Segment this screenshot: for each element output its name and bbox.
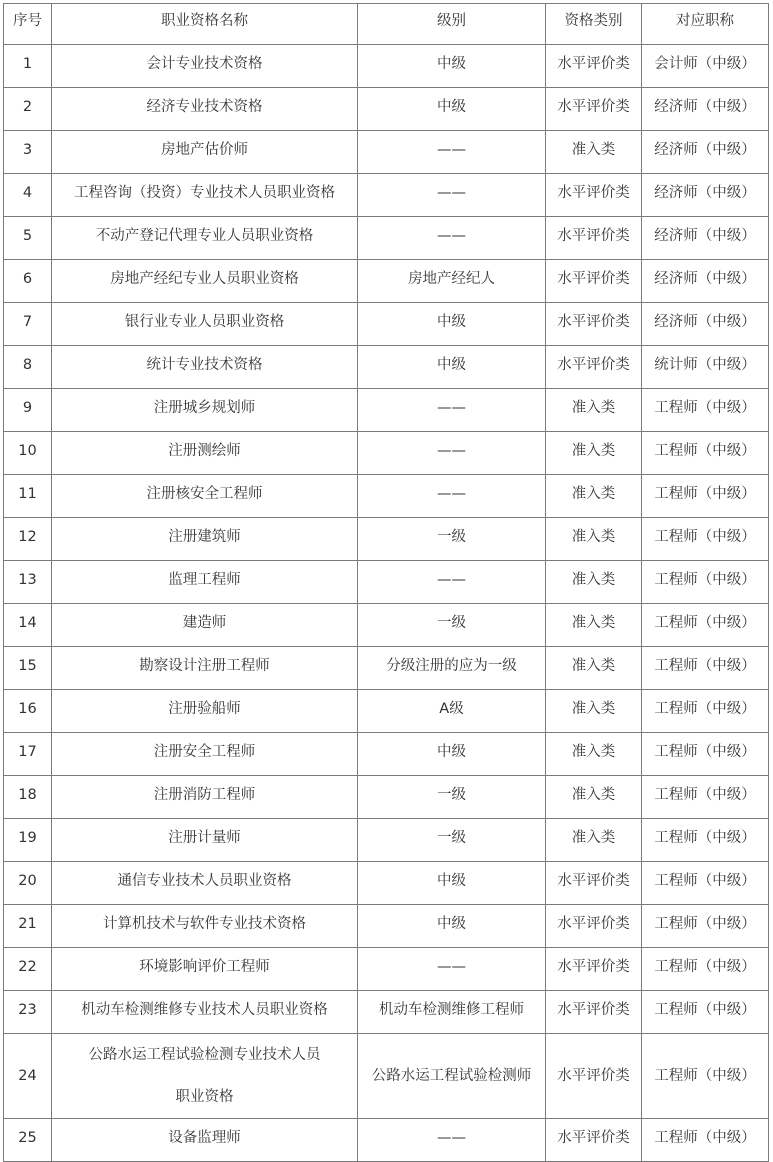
table-row [4, 991, 769, 1034]
row-name: 环境影响评价工程师 [52, 948, 358, 991]
table-row [4, 346, 769, 389]
row-no: 23 [4, 991, 52, 1034]
table-row [4, 862, 769, 905]
row-title: 经济师（中级） [642, 131, 769, 174]
row-level: 一级 [358, 776, 546, 819]
row-name [52, 1034, 358, 1119]
row-name: 工程咨询（投资）专业技术人员职业资格 [52, 174, 358, 217]
row-type: 水平评价类 [546, 45, 642, 88]
table-row [4, 475, 769, 518]
row-name: 建造师 [52, 604, 358, 647]
row-type: 水平评价类 [546, 260, 642, 303]
row-type: 准入类 [546, 131, 642, 174]
row-type: 水平评价类 [546, 862, 642, 905]
row-level: 机动车检测维修工程师 [358, 991, 546, 1034]
row-name: 注册计量师 [52, 819, 358, 862]
row-type: 准入类 [546, 604, 642, 647]
table-row [4, 45, 769, 88]
row-title: 工程师（中级） [642, 948, 769, 991]
row-name: 房地产估价师 [52, 131, 358, 174]
row-name: 注册验船师 [52, 690, 358, 733]
row-name: 注册建筑师 [52, 518, 358, 561]
row-title: 经济师（中级） [642, 174, 769, 217]
row-name: 设备监理师 [52, 1119, 358, 1162]
row-level: 中级 [358, 45, 546, 88]
row-level: —— [358, 432, 546, 475]
row-level: 中级 [358, 346, 546, 389]
row-type: 水平评价类 [546, 303, 642, 346]
row-name: 监理工程师 [52, 561, 358, 604]
row-no: 7 [4, 303, 52, 346]
row-title: 经济师（中级） [642, 303, 769, 346]
table-row [4, 174, 769, 217]
row-title: 工程师（中级） [642, 1034, 769, 1119]
table-row [4, 389, 769, 432]
row-title: 工程师（中级） [642, 862, 769, 905]
row-type: 准入类 [546, 389, 642, 432]
row-level: —— [358, 389, 546, 432]
row-name: 经济专业技术资格 [52, 88, 358, 131]
row-type: 水平评价类 [546, 217, 642, 260]
header-type: 资格类别 [546, 4, 642, 45]
row-name: 机动车检测维修专业技术人员职业资格 [52, 991, 358, 1034]
table-row [4, 88, 769, 131]
table-row [4, 948, 769, 991]
row-no: 20 [4, 862, 52, 905]
row-type: 准入类 [546, 518, 642, 561]
table-row [4, 647, 769, 690]
row-name: 注册安全工程师 [52, 733, 358, 776]
row-type: 水平评价类 [546, 174, 642, 217]
row-name-line1: 公路水运工程试验检测专业技术人员 [88, 1047, 321, 1063]
row-title: 统计师（中级） [642, 346, 769, 389]
row-no: 2 [4, 88, 52, 131]
row-title: 工程师（中级） [642, 561, 769, 604]
row-no: 24 [4, 1034, 52, 1119]
row-level: —— [358, 217, 546, 260]
row-title: 工程师（中级） [642, 733, 769, 776]
row-name: 计算机技术与软件专业技术资格 [52, 905, 358, 948]
row-no: 16 [4, 690, 52, 733]
row-level: —— [358, 561, 546, 604]
row-level: 一级 [358, 604, 546, 647]
row-level: —— [358, 948, 546, 991]
row-type: 准入类 [546, 647, 642, 690]
row-no: 11 [4, 475, 52, 518]
row-type: 准入类 [546, 776, 642, 819]
row-no: 21 [4, 905, 52, 948]
row-type: 水平评价类 [546, 991, 642, 1034]
row-level: 中级 [358, 905, 546, 948]
header-level: 级别 [358, 4, 546, 45]
row-no: 1 [4, 45, 52, 88]
row-name: 通信专业技术人员职业资格 [52, 862, 358, 905]
row-type: 水平评价类 [546, 948, 642, 991]
row-no: 4 [4, 174, 52, 217]
row-no: 6 [4, 260, 52, 303]
row-level: 公路水运工程试验检测师 [358, 1034, 546, 1119]
table-row [4, 303, 769, 346]
row-level: 中级 [358, 88, 546, 131]
row-type: 水平评价类 [546, 346, 642, 389]
row-type: 准入类 [546, 432, 642, 475]
row-type: 水平评价类 [546, 1034, 642, 1119]
row-title: 工程师（中级） [642, 905, 769, 948]
row-level: 一级 [358, 518, 546, 561]
row-type: 准入类 [546, 690, 642, 733]
row-level: 一级 [358, 819, 546, 862]
row-title: 工程师（中级） [642, 432, 769, 475]
row-no: 12 [4, 518, 52, 561]
table-row [4, 260, 769, 303]
row-no: 8 [4, 346, 52, 389]
row-no: 18 [4, 776, 52, 819]
row-no: 10 [4, 432, 52, 475]
row-type: 准入类 [546, 733, 642, 776]
row-name: 注册测绘师 [52, 432, 358, 475]
row-type: 水平评价类 [546, 1119, 642, 1162]
row-level: 中级 [358, 303, 546, 346]
row-title: 会计师（中级） [642, 45, 769, 88]
row-no: 5 [4, 217, 52, 260]
table-row [4, 690, 769, 733]
table-row [4, 518, 769, 561]
row-title: 工程师（中级） [642, 690, 769, 733]
row-name: 注册消防工程师 [52, 776, 358, 819]
qualification-table [3, 3, 769, 1162]
row-no: 15 [4, 647, 52, 690]
row-title: 工程师（中级） [642, 475, 769, 518]
row-level: —— [358, 1119, 546, 1162]
row-title: 经济师（中级） [642, 217, 769, 260]
row-no: 22 [4, 948, 52, 991]
table-row [4, 905, 769, 948]
table-row [4, 1119, 769, 1162]
row-title: 工程师（中级） [642, 389, 769, 432]
row-title: 工程师（中级） [642, 819, 769, 862]
row-no: 25 [4, 1119, 52, 1162]
row-name: 不动产登记代理专业人员职业资格 [52, 217, 358, 260]
row-level: 分级注册的应为一级 [358, 647, 546, 690]
row-title: 工程师（中级） [642, 1119, 769, 1162]
row-no: 9 [4, 389, 52, 432]
table-row [4, 1034, 769, 1119]
header-no: 序号 [4, 4, 52, 45]
table-row [4, 819, 769, 862]
row-level: 房地产经纪人 [358, 260, 546, 303]
row-name: 银行业专业人员职业资格 [52, 303, 358, 346]
row-name: 注册城乡规划师 [52, 389, 358, 432]
table-row [4, 131, 769, 174]
table-row [4, 733, 769, 776]
row-name: 注册核安全工程师 [52, 475, 358, 518]
row-level: 中级 [358, 862, 546, 905]
row-title: 工程师（中级） [642, 604, 769, 647]
row-type: 准入类 [546, 561, 642, 604]
row-name: 房地产经纪专业人员职业资格 [52, 260, 358, 303]
row-no: 3 [4, 131, 52, 174]
row-level: —— [358, 174, 546, 217]
row-level: A级 [358, 690, 546, 733]
row-level: —— [358, 475, 546, 518]
row-no: 19 [4, 819, 52, 862]
table-row [4, 561, 769, 604]
table-row [4, 217, 769, 260]
row-title: 经济师（中级） [642, 260, 769, 303]
row-name-line2: 职业资格 [175, 1089, 234, 1105]
row-level: 中级 [358, 733, 546, 776]
table-row [4, 604, 769, 647]
table-row [4, 776, 769, 819]
row-title: 工程师（中级） [642, 991, 769, 1034]
row-type: 准入类 [546, 475, 642, 518]
row-name: 勘察设计注册工程师 [52, 647, 358, 690]
table-row [4, 432, 769, 475]
row-no: 14 [4, 604, 52, 647]
header-name: 职业资格名称 [52, 4, 358, 45]
header-row [4, 4, 769, 45]
row-no: 17 [4, 733, 52, 776]
row-title: 工程师（中级） [642, 647, 769, 690]
row-type: 准入类 [546, 819, 642, 862]
row-no: 13 [4, 561, 52, 604]
row-title: 经济师（中级） [642, 88, 769, 131]
row-title: 工程师（中级） [642, 518, 769, 561]
row-type: 水平评价类 [546, 88, 642, 131]
row-name: 会计专业技术资格 [52, 45, 358, 88]
row-name: 统计专业技术资格 [52, 346, 358, 389]
row-type: 水平评价类 [546, 905, 642, 948]
row-title: 工程师（中级） [642, 776, 769, 819]
row-level: —— [358, 131, 546, 174]
header-title: 对应职称 [642, 4, 769, 45]
